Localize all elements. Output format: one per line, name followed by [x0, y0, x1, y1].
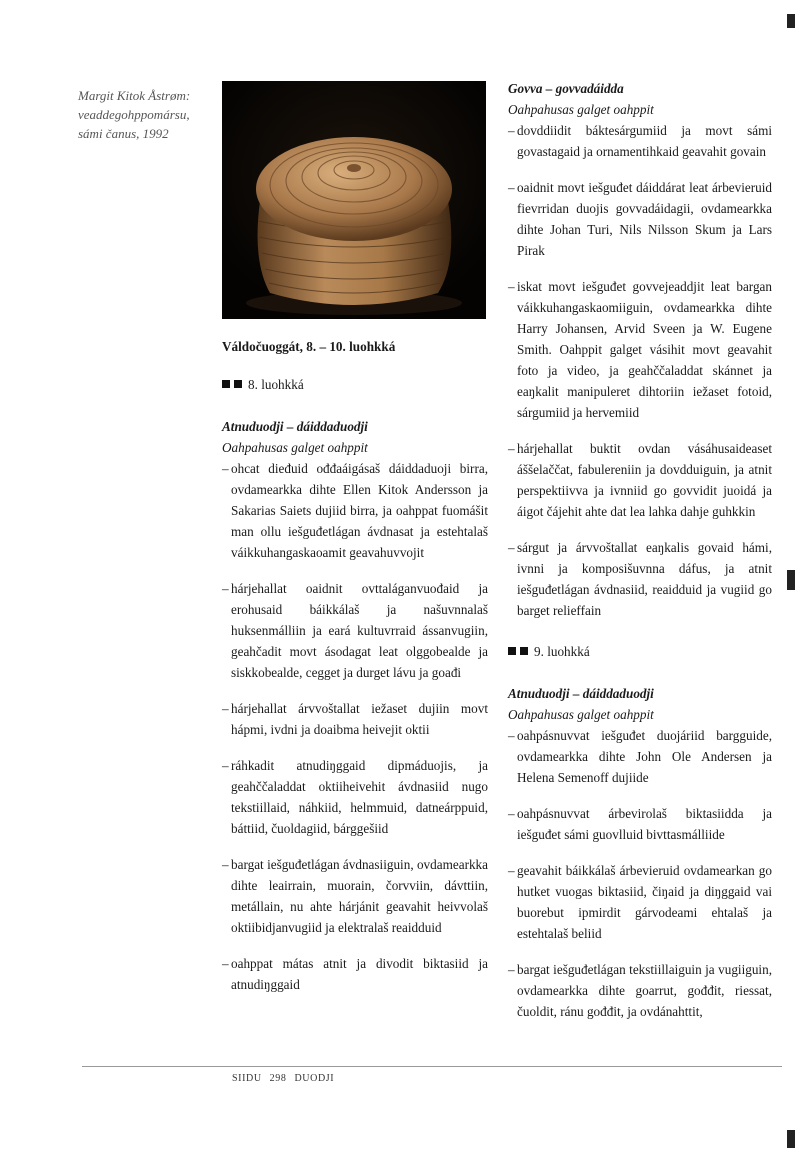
list-item: – geavahit báikkálaš árbevieruid ovdamearkan go hutket vuogas biktasiid, čiŋaid ja diŋggaid vai buorebut ipmirdit gárvodeami ehtalaš ja estehtalaš beliid [508, 860, 772, 944]
caption-line: veaddegohppomársu, [78, 107, 190, 122]
footer-section: DUODJI [294, 1073, 335, 1084]
list-item: – ohcat dieđuid ođđaáigásaš dáiddaduoji birra, ovdamearkka dihte Ellen Kitok Andersson ja Sakarias Saiets dujiid birra, ja oahppat fuomášit man ollu iešguđetlágan ávdnasat ja estehtalaš váikkuhangaskaoamit geavahuvvojit [222, 458, 488, 563]
grade-8-heading [222, 374, 488, 395]
page-edge-mark [787, 570, 795, 590]
caption-line: sámi čanus, 1992 [78, 126, 169, 141]
grade-9-heading [508, 641, 772, 662]
list-item: – oaidnit movt iešguđet dáiddárat leat árbevieruid fievrridan duojis govvadáidagii, ovdamearkka dihte Johan Turi, Nils Nilsson Skum ja Lars Pirak [508, 177, 772, 261]
page-edge-mark [787, 14, 795, 28]
photo-caption [78, 86, 218, 143]
list-item: – ráhkadit atnudiŋggaid dipmáduojis, ja geahččaladdat oktiiheivehit ávdnasiid nugo tekstiillaid, náhkiid, helmmuid, datneárppuid, báttiid, čuoldagiid, bárggešiid [222, 755, 488, 839]
footer-divider [82, 1066, 782, 1067]
page-number: 298 [269, 1073, 287, 1084]
section-title: Váldočuoggát, 8. – 10. luohkká [222, 339, 396, 354]
list-item: – iskat movt iešguđet govvejeaddjit leat bargan váikkuhangaskaomiiguin, ovdamearkka dihte Harry Johansen, Arvid Sveen ja W. Eugene Smith. Oahppit galget vásihit movt geavahit foto ja video, ja geahččaladdat skánnet ja eaŋkalit manipuleret dihtoriin iežaset fotoid, sárgumiid ja hervemiid [508, 276, 772, 423]
grade-label: 8. luohkká [248, 377, 304, 392]
list-item: – hárjehallat árvvoštallat iežaset dujiin movt hápmi, ivdni ja doaibma heivejit oktii [222, 698, 488, 740]
grade-label: 9. luohkká [534, 644, 590, 659]
item-list [508, 120, 772, 621]
square-bullet-icon [222, 380, 230, 388]
column-right [508, 78, 772, 1037]
block-heading: Atnuduodji – dáiddaduodji [508, 686, 654, 701]
list-item: – bargat iešguđetlágan tekstiillaiguin ja vugiiguin, ovdamearkka dihte goarrut, gođđit, riessat, čuoldit, ránu gođđit, ja ovdánahttit, [508, 959, 772, 1022]
item-list [222, 458, 488, 995]
block-subheading: Oahpahusas galget oahppit [222, 440, 368, 455]
caption-line: Margit Kitok Åstrøm: [78, 88, 191, 103]
square-bullet-icon [520, 647, 528, 655]
block-heading: Atnuduodji – dáiddaduodji [222, 419, 368, 434]
list-item: – oahpásnuvvat iešguđet duojáriid bargguide, ovdamearkka dihte John Ole Andersen ja Helena Semenoff dujiide [508, 725, 772, 788]
list-item: – hárjehallat oaidnit ovttaláganvuođaid ja erohusaid báikkálaš ja našuvnnalaš huksenmálliin ja eará kultuvrraid ássanvugiin, geahčadit movt ásodagat leat olggobealde ja siskkobealde, cegget ja durget lávu ja goađi [222, 578, 488, 683]
square-bullet-icon [234, 380, 242, 388]
page-edge-mark [787, 1130, 795, 1148]
list-item: – hárjehallat buktit ovdan vásáhusaideaset áššelaččat, fabulereniin ja dovdduiguin, ja atnit perspektiivva ja ivnniid go govvidit juoidá ja áigot čájehit ahte dat lea lahka dahje guhkkin [508, 438, 772, 522]
page-footer [232, 1073, 342, 1084]
basket-photo [222, 81, 486, 319]
block-subheading: Oahpahusas galget oahppit [508, 102, 654, 117]
square-bullet-icon [508, 647, 516, 655]
block-heading: Govva – govvadáidda [508, 81, 624, 96]
list-item: – bargat iešguđetlágan ávdnasiiguin, ovdamearkka dihte leairrain, muorain, čorvviin, dávttiin, metállain, nu ahte hárjánit geavahit heivvolaš oktiibidjanvugiid ja elektralaš reaidduid [222, 854, 488, 938]
list-item: – oahpásnuvvat árbevirolaš biktasiidda ja iešguđet sámi guovlluid bivttasmálliide [508, 803, 772, 845]
list-item: – oahppat mátas atnit ja divodit biktasiid ja atnudiŋggaid [222, 953, 488, 995]
list-item: – sárgut ja árvvoštallat eaŋkalis govaid hámi, ivnni ja komposišuvnna dáfus, ja atnit iešguđetlágan ávdnasiid, reaidduid ja vugiid go barget relieffain [508, 537, 772, 621]
column-middle [222, 336, 488, 1010]
basket-icon [222, 81, 486, 319]
block-subheading: Oahpahusas galget oahppit [508, 707, 654, 722]
item-list [508, 725, 772, 1022]
list-item: – dovddiidit báktesárgumiid ja movt sámi govastagaid ja ornamentihkaid geavahit govain [508, 120, 772, 162]
footer-label: SIIDU [232, 1073, 262, 1084]
